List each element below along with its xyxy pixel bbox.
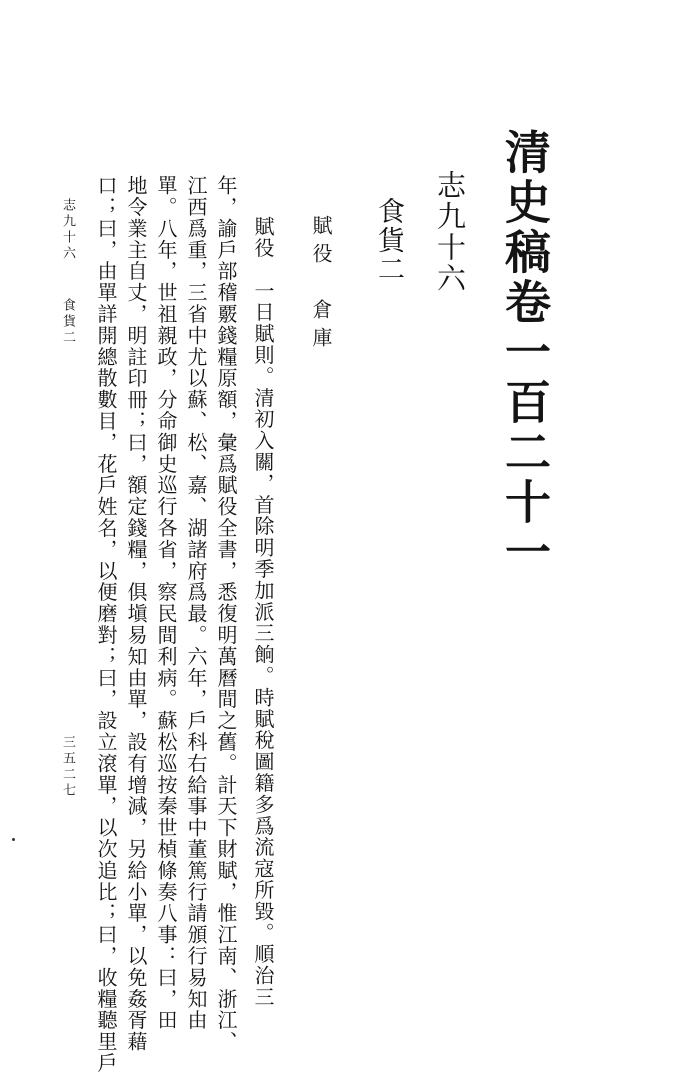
page-number: 三五二七 (60, 735, 75, 799)
text-column-2: 年，諭戶部稽覈錢糧原額，彙爲賦役全書，悉復明萬曆間之舊。計天下財賦，惟江南、浙江、 (214, 175, 238, 1053)
footer-chapter: 食貨二 (60, 298, 75, 346)
text-column-6: 口；曰，由單詳開總散數目，花戶姓名，以便磨對；曰，設立滾單，以次追比；曰，收糧聽里戶 (94, 175, 118, 1074)
section-heading: 志九十六 (433, 170, 467, 294)
topics-heading: 賦役 倉庫 (309, 215, 333, 355)
chapter-title: 清史稿卷一百二十一 (498, 128, 552, 578)
footer-section: 志九十六 (60, 198, 75, 262)
text-column-5: 地令業主自丈，明註印冊；曰，額定錢糧，俱塡易知由單，設有增減，另給小單，以免姦胥藉 (124, 175, 148, 1053)
text-column-3: 江西爲重，三省中尤以蘇、松、嘉、湖諸府爲最。六年，戶科右給事中董篤行請頒行易知由 (184, 175, 208, 1031)
scan-speck (12, 838, 15, 841)
text-column-4: 單。八年，世祖親政，分命御史巡行各省，察民間利病。蘇松巡按秦世楨條奏八事：曰，田 (154, 175, 178, 1031)
subsection-heading: 食貨二 (373, 197, 404, 284)
text-column-1: 賦役 一日賦則。清初入關，首除明季加派三餉。時賦稅圖籍多爲流寇所毀。順治三 (251, 216, 275, 1008)
